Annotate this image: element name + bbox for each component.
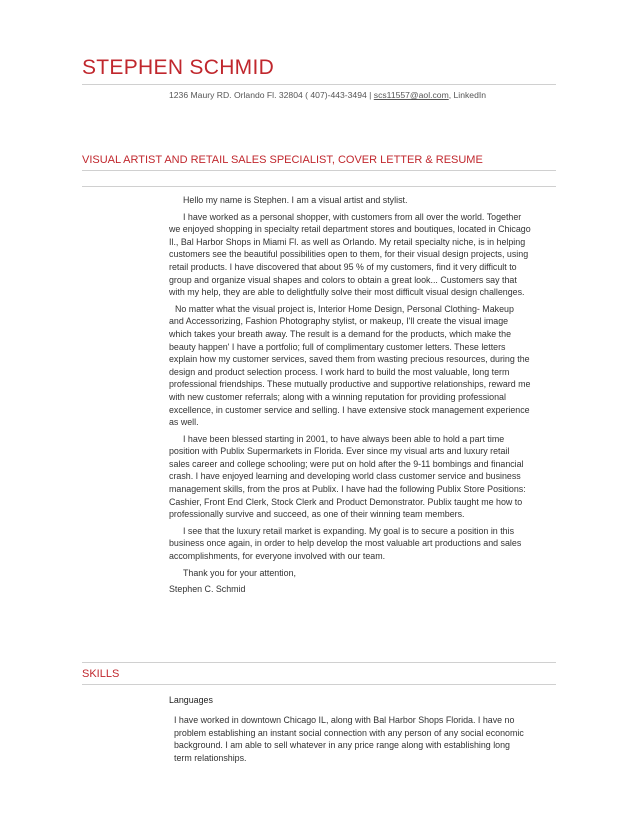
letter-closing: Thank you for your attention, <box>183 567 296 578</box>
letter-greeting: Hello my name is Stephen. I am a visual artist and stylist. <box>183 195 408 205</box>
email-link[interactable]: scs11557@aol.com <box>373 90 449 100</box>
contact-tail: , LinkedIn <box>448 90 487 100</box>
languages-text: I have worked in downtown Chicago IL, along with Bal Harbor Shops Florida. I have no problem establishing an instant social connection with any person of any social economic background. I am able to sell whatever in any price range along with establishing long term relationships. <box>174 715 524 763</box>
letter-signature: Stephen C. Schmid <box>169 584 246 595</box>
section-divider-top <box>82 170 556 171</box>
contact-address: 1236 Maury RD. Orlando Fl. 32804 ( 407)-443-3494 | <box>169 90 374 100</box>
letter-paragraph-3: I have been blessed starting in 2001, to have always been able to hold a part time position with Publix Supermarkets in Florida. Ever since my visual arts and luxury retail sales career and college schooling; were put on hold after the 9-11 bombings and financial crash. I have enjoyed learning and developing world class customer service and business management skills, from the pros at Publix. I have had the following Publix Store Positions: Cashier, Front End Clerk, Stock Clerk and Product Demonstrator. Publix taught me how to professionally survive and succeed, as one of their winning team members. <box>169 433 526 520</box>
languages-heading: Languages <box>169 695 213 705</box>
cover-letter-body <box>169 194 531 600</box>
section-divider-skills-bottom <box>82 684 556 685</box>
section-title-cover-letter: VISUAL ARTIST AND RETAIL SALES SPECIALIST, COVER LETTER & RESUME <box>82 154 483 166</box>
section-title-skills: SKILLS <box>82 668 120 680</box>
letter-paragraph-1: I have worked as a personal shopper, with customers from all over the world. Together we enjoyed shopping in specialty retail department stores and boutiques, located in Chicago Il., Bal Harbor Shops in Miami Fl. as well as Orlando. My retail specialty niche, is in helping customers see the beautiful possibilities open to them, for their visual design projects, using retail products. I have discovered that about 95 % of my customers, find it very difficult to group and organize visual shapes and colors to obtain a great look... Customers say that with my help, they are able to delightfully solve their most difficult visual design challenges. <box>169 211 531 298</box>
section-divider-bottom <box>82 186 556 187</box>
name-heading: STEPHEN SCHMID <box>82 56 275 79</box>
contact-line <box>169 90 486 100</box>
letter-paragraph-2: No matter what the visual project is, Interior Home Design, Personal Clothing- Makeup and Accessorizing, Fashion Photography stylist, or makeup, I'll create the visual image which takes your breath away. The result is a demand for the products, which make the beauty happen' I have a portfolio; full of complimentary customer letters. These letters explain how my customer services, saved them from wasting precious resources, during the design and product selection process. I work hard to build the most valuable, long term professional friendships. These mutually productive and supportive relationships, reward me with new customer referrals; along with a winning reputation for providing professional excellence, in customer service and selling. I have extensive stock management experience as well. <box>169 303 531 428</box>
section-divider-skills-top <box>82 662 556 663</box>
name-divider <box>82 84 556 85</box>
letter-paragraph-4: I see that the luxury retail market is expanding. My goal is to secure a position in this business once again, in order to help develop the most valuable art productions and sales accomplishments, for everyone involved with our team. <box>169 525 522 562</box>
